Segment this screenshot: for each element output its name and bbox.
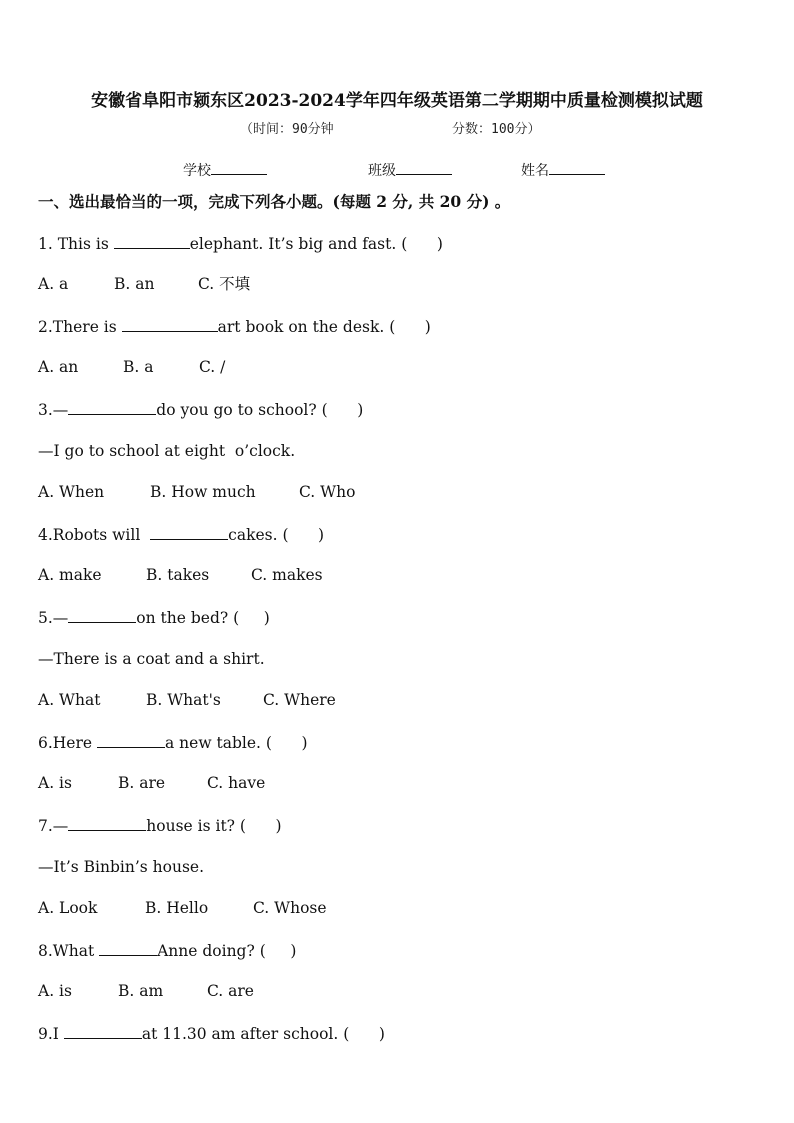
question-stem-post: house is it? ( ) [146, 817, 282, 835]
question-stem-pre: 1. This is [38, 235, 114, 253]
answer-blank[interactable] [99, 939, 157, 956]
answer-blank[interactable] [114, 232, 190, 249]
question-6-options [38, 772, 738, 794]
question-7-options [38, 897, 738, 919]
answer-blank[interactable] [68, 606, 136, 623]
question-stem-pre: 8.What [38, 942, 100, 960]
question-3-answer: —I go to school at eight o’clock. [38, 442, 296, 460]
question-9 [38, 1022, 385, 1044]
question-8-options [38, 980, 738, 1002]
question-6 [38, 731, 308, 753]
student-info-row [0, 160, 794, 180]
question-stem-pre: 4.Robots will [38, 526, 151, 544]
score-text: 分数：100分） [452, 122, 541, 137]
question-4 [38, 523, 324, 545]
option-c[interactable]: C. 不填 [198, 275, 251, 293]
question-stem-post: art book on the desk. ( ) [217, 318, 431, 336]
question-2 [38, 315, 431, 337]
answer-blank[interactable] [150, 523, 228, 540]
question-3 [38, 398, 363, 420]
question-stem-post: Anne doing? ( ) [157, 942, 297, 960]
exam-meta [240, 118, 600, 137]
option-c[interactable]: C. makes [251, 566, 323, 584]
class-blank[interactable] [396, 160, 452, 175]
question-7-answer: —It’s Binbin’s house. [38, 858, 205, 876]
class-field[interactable] [368, 160, 452, 180]
school-field[interactable] [183, 160, 267, 180]
question-1-options [38, 273, 738, 295]
option-a[interactable]: A. is [38, 774, 72, 792]
question-stem-pre: 7.— [38, 817, 69, 835]
option-c[interactable]: C. are [207, 982, 254, 1000]
question-1 [38, 232, 443, 254]
answer-blank[interactable] [97, 731, 165, 748]
option-c[interactable]: C. Where [263, 691, 336, 709]
time-text: （时间：90分钟 [240, 122, 334, 137]
option-b[interactable]: B. am [118, 982, 164, 1000]
answer-blank[interactable] [122, 315, 218, 332]
option-c[interactable]: C. / [199, 358, 226, 376]
option-a[interactable]: A. an [38, 358, 79, 376]
question-stem-pre: 3.— [38, 401, 69, 419]
question-stem-pre: 9.I [38, 1025, 64, 1043]
class-label: 班级 [368, 163, 396, 179]
question-stem-post: a new table. ( ) [165, 734, 308, 752]
question-stem-post: do you go to school? ( ) [156, 401, 364, 419]
question-3-options [38, 481, 738, 503]
option-a[interactable]: A. Look [38, 899, 98, 917]
name-field[interactable] [521, 160, 605, 180]
answer-blank[interactable] [64, 1022, 142, 1039]
question-stem-post: elephant. It’s big and fast. ( ) [189, 235, 443, 253]
option-b[interactable]: B. takes [146, 566, 210, 584]
question-7 [38, 814, 282, 836]
option-c[interactable]: C. Whose [253, 899, 327, 917]
question-4-options [38, 564, 738, 586]
option-b[interactable]: B. are [118, 774, 166, 792]
option-b[interactable]: B. a [123, 358, 154, 376]
option-a[interactable]: A. is [38, 982, 72, 1000]
school-blank[interactable] [211, 160, 267, 175]
name-label: 姓名 [521, 163, 549, 179]
option-a[interactable]: A. a [38, 275, 69, 293]
question-2-options [38, 356, 738, 378]
question-stem-pre: 5.— [38, 609, 69, 627]
question-stem-post: on the bed? ( ) [136, 609, 270, 627]
option-b[interactable]: B. an [114, 275, 155, 293]
option-a[interactable]: A. What [38, 691, 101, 709]
answer-blank[interactable] [68, 398, 156, 415]
question-5 [38, 606, 270, 628]
page-title: 安徽省阜阳市颍东区2023-2024学年四年级英语第二学期期中质量检测模拟试题 [91, 91, 703, 111]
option-c[interactable]: C. Who [299, 483, 356, 501]
question-5-options [38, 689, 738, 711]
question-stem-post: cakes. ( ) [228, 526, 325, 544]
question-5-answer: —There is a coat and a shirt. [38, 650, 265, 668]
option-a[interactable]: A. make [38, 566, 102, 584]
school-label: 学校 [183, 163, 211, 179]
section-heading: 一、选出最恰当的一项，完成下列各小题。(每题 2 分, 共 20 分) 。 [38, 192, 511, 211]
option-b[interactable]: B. What's [146, 691, 221, 709]
question-8 [38, 939, 296, 961]
question-stem-post: at 11.30 am after school. ( ) [141, 1025, 385, 1043]
option-c[interactable]: C. have [207, 774, 266, 792]
option-b[interactable]: B. How much [150, 483, 256, 501]
option-a[interactable]: A. When [38, 483, 105, 501]
name-blank[interactable] [549, 160, 605, 175]
answer-blank[interactable] [68, 814, 146, 831]
question-stem-pre: 6.Here [38, 734, 97, 752]
question-stem-pre: 2.There is [38, 318, 122, 336]
option-b[interactable]: B. Hello [145, 899, 209, 917]
